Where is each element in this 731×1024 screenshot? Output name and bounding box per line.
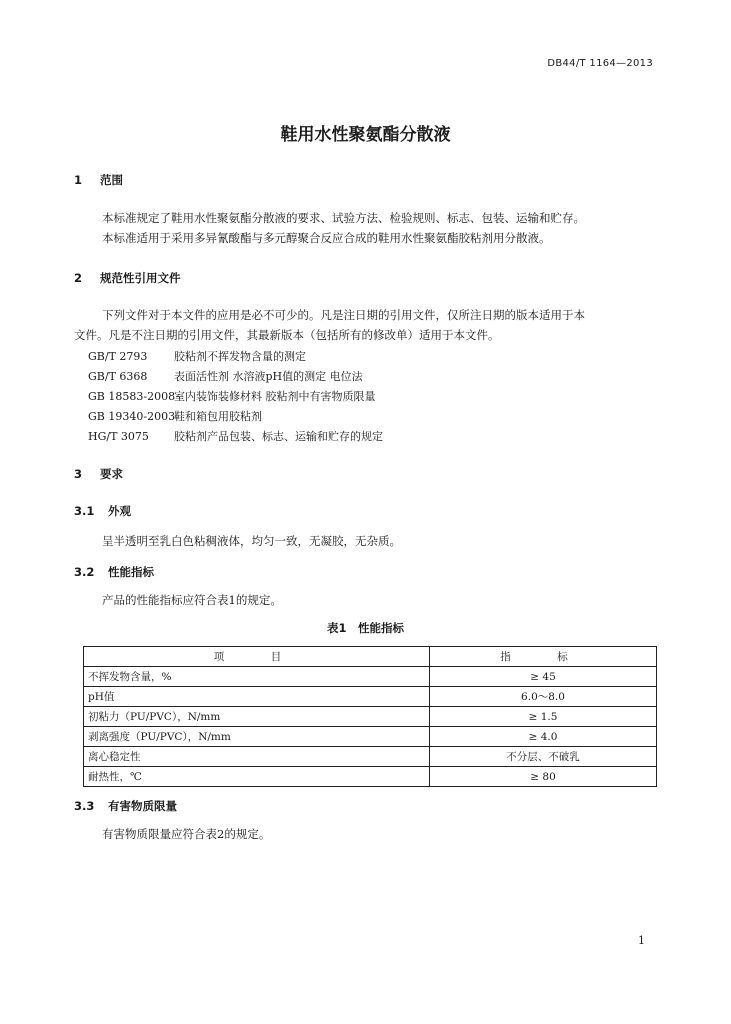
reference-item — [88, 408, 262, 424]
section-title: 要求 — [100, 467, 123, 481]
standard-code: DB44/T 1164—2013 — [547, 58, 653, 69]
table-1-caption: 表1 性能指标 — [326, 621, 404, 635]
reference-title: 室内装饰装修材料 胶粘剂中有害物质限量 — [174, 390, 376, 403]
reference-code: GB/T 2793 — [88, 350, 148, 363]
section-3-heading — [74, 466, 123, 482]
row-value: ≥ 4.0 — [430, 727, 657, 747]
row-item: 不挥发物含量，% — [84, 667, 430, 687]
section-number: 3.2 — [74, 565, 95, 579]
references-intro-line-2: 文件。凡是不注日期的引用文件，其最新版本（包括所有的修改单）适用于本文件。 — [74, 328, 500, 342]
reference-item — [88, 388, 376, 404]
performance-paragraph: 产品的性能指标应符合表1的规定。 — [102, 593, 282, 607]
table-row — [84, 687, 657, 707]
section-number: 3 — [74, 467, 83, 481]
reference-code: GB/T 6368 — [88, 370, 148, 383]
row-value: ≥ 1.5 — [430, 707, 657, 727]
section-title: 有害物质限量 — [108, 799, 177, 813]
section-title: 规范性引用文件 — [100, 271, 181, 285]
reference-title: 胶粘剂不挥发物含量的测定 — [174, 350, 306, 363]
section-number: 1 — [74, 173, 83, 187]
section-3-1-heading — [74, 503, 131, 519]
reference-item — [88, 428, 383, 444]
row-value: ≥ 80 — [430, 767, 657, 787]
row-value: 6.0～8.0 — [430, 687, 657, 707]
appearance-paragraph: 呈半透明至乳白色粘稠液体，均匀一致，无凝胶，无杂质。 — [102, 534, 401, 548]
references-intro-line-1: 下列文件对于本文件的应用是必不可少的。凡是注日期的引用文件，仅所注日期的版本适用于本 — [102, 308, 585, 322]
section-number: 2 — [74, 271, 83, 285]
reference-title: 鞋和箱包用胶粘剂 — [174, 410, 262, 423]
hazardous-substances-paragraph: 有害物质限量应符合表2的规定。 — [102, 827, 271, 841]
reference-code: GB 18583-2008 — [88, 390, 176, 403]
column-header-value: 指 标 — [430, 647, 657, 667]
table-row — [84, 747, 657, 767]
row-item: 剥离强度（PU/PVC），N/mm — [84, 727, 430, 747]
table-row — [84, 767, 657, 787]
row-value: ≥ 45 — [430, 667, 657, 687]
section-title: 范围 — [100, 173, 123, 187]
scope-paragraph-2: 本标准适用于采用多异氰酸酯与多元醇聚合反应合成的鞋用水性聚氨酯胶粘剂用分散液。 — [102, 231, 551, 245]
section-3-3-heading — [74, 798, 177, 814]
section-1-heading — [74, 172, 123, 188]
reference-item — [88, 368, 363, 384]
table-header-row — [84, 647, 657, 667]
table-row — [84, 727, 657, 747]
row-item: 初粘力（PU/PVC），N/mm — [84, 707, 430, 727]
reference-item — [88, 348, 306, 364]
table-row — [84, 707, 657, 727]
row-item: pH值 — [84, 687, 430, 707]
reference-title: 胶粘剂产品包装、标志、运输和贮存的规定 — [174, 430, 383, 443]
scope-paragraph-1: 本标准规定了鞋用水性聚氨酯分散液的要求、试验方法、检验规则、标志、包装、运输和贮存。 — [102, 211, 585, 225]
document-title: 鞋用水性聚氨酯分散液 — [280, 125, 451, 145]
section-number: 3.1 — [74, 504, 95, 518]
section-3-2-heading — [74, 564, 154, 580]
section-number: 3.3 — [74, 799, 95, 813]
reference-code: GB 19340-2003 — [88, 410, 176, 423]
row-value: 不分层、不破乳 — [430, 747, 657, 767]
page-number: 1 — [638, 934, 645, 947]
row-item: 耐热性，℃ — [84, 767, 430, 787]
section-2-heading — [74, 270, 181, 286]
column-header-item: 项 目 — [84, 647, 430, 667]
row-item: 离心稳定性 — [84, 747, 430, 767]
reference-code: HG/T 3075 — [88, 430, 149, 443]
reference-title: 表面活性剂 水溶液pH值的测定 电位法 — [174, 370, 363, 383]
table-row — [84, 667, 657, 687]
performance-table — [83, 646, 657, 787]
section-title: 外观 — [108, 504, 131, 518]
section-title: 性能指标 — [108, 565, 154, 579]
